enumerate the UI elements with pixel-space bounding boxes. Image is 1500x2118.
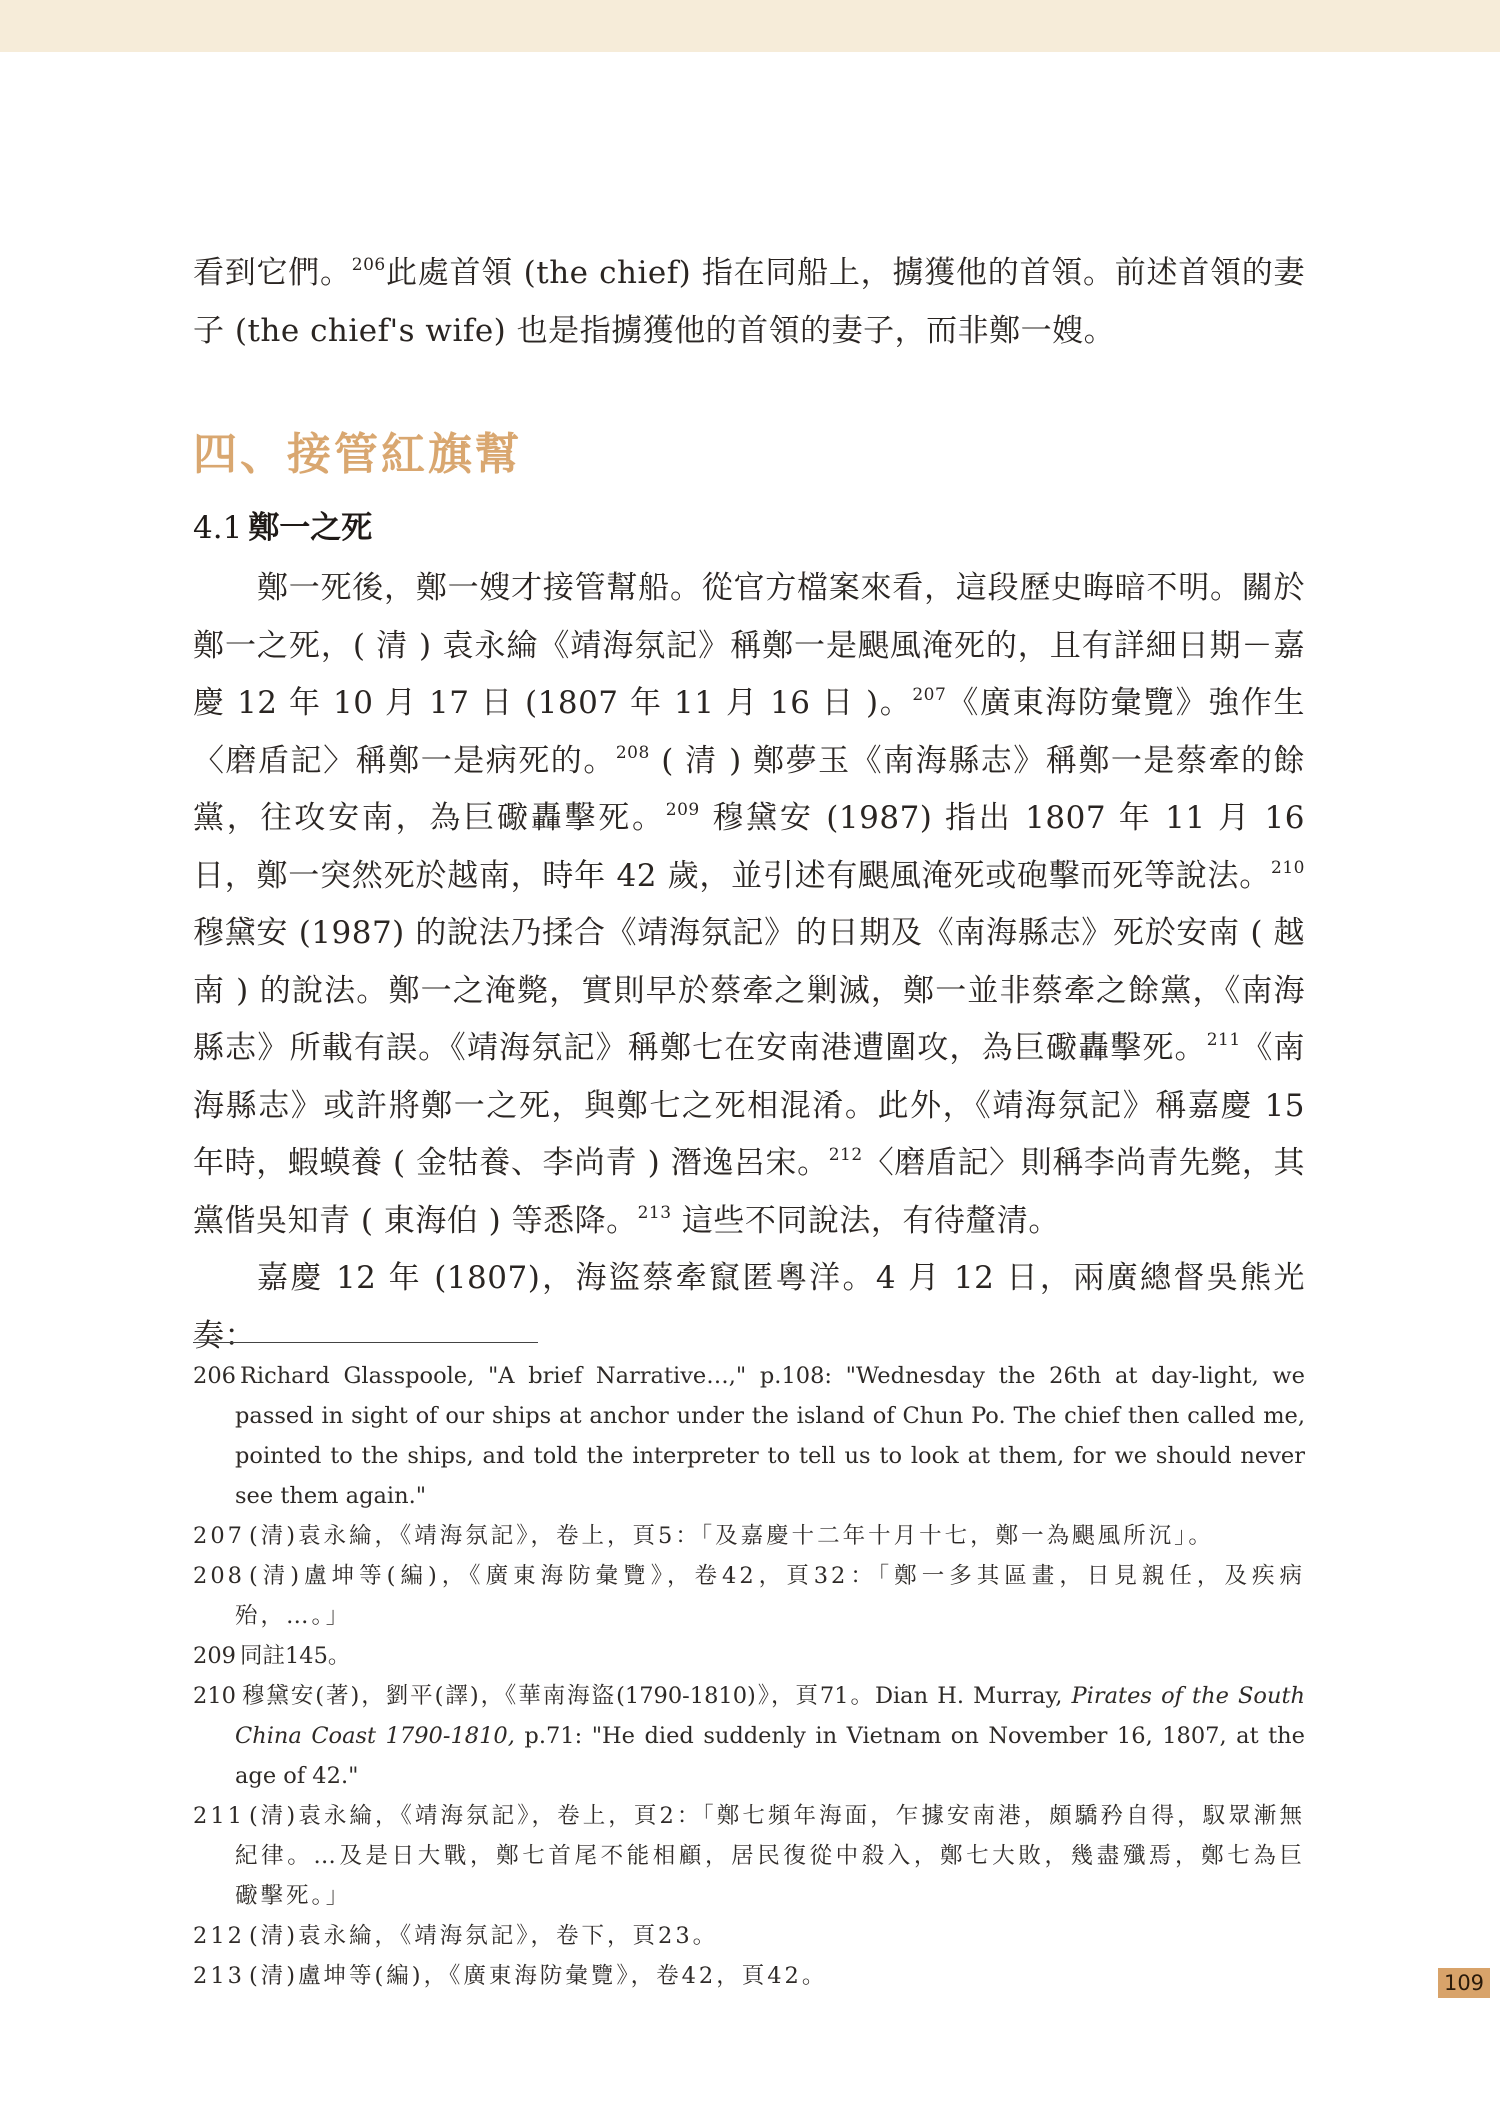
top-header-band — [0, 0, 1500, 52]
footnote-210 — [193, 1676, 1305, 1796]
footnote-211 — [193, 1796, 1305, 1916]
footnote-ref-206[interactable]: 206 — [351, 255, 386, 275]
footnote-209 — [193, 1636, 1305, 1676]
body-text-segment: ( 清 ) 鄭夢玉《南海縣志》稱鄭一是蔡牽的餘黨，往攻安南，為巨礮轟擊死。 — [193, 742, 1305, 836]
footnote-ref-213[interactable]: 213 — [637, 1202, 672, 1223]
footnote-208 — [193, 1556, 1305, 1636]
footnote-number: 207 — [193, 1523, 245, 1549]
body-text-segment: 《南海縣志》或許將鄭一之死，與鄭七之死相混淆。此外，《靖海氛記》稱嘉慶 15 年時，蝦蟆養 ( 金牯養、李尚青 ) 潛逸呂宋。 — [193, 1030, 1305, 1181]
footnote-ref-211[interactable]: 211 — [1206, 1030, 1241, 1050]
footnote-ref-207[interactable]: 207 — [912, 685, 947, 705]
body-paragraph-1 — [193, 560, 1305, 1250]
footnote-text: Richard Glasspoole, "A brief Narrative…," p.108: "Wednesday the 26th at day-light, we passed in sight of our ships at anchor under the island of Chun Po. The chief then called me, pointed to the ships, and told the interpreter to tell us to look at them, for we should never see them again." — [235, 1363, 1305, 1509]
footnote-ref-210[interactable]: 210 — [1271, 857, 1305, 878]
footnote-213 — [193, 1956, 1305, 1996]
footnote-text: (清)袁永綸，《靖海氛記》，卷上，頁5：「及嘉慶十二年十月十七，鄭一為颶風所沉」。 — [248, 1523, 1214, 1549]
footnote-212 — [193, 1916, 1305, 1956]
footnote-number: 209 — [193, 1643, 236, 1669]
footnote-number: 210 — [193, 1683, 236, 1709]
footnote-text: (清)盧坤等(編)，《廣東海防彙覽》，卷42，頁32：「鄭一多其區畫，日見親任，及疾病殆，…。」 — [235, 1563, 1305, 1629]
footnote-ref-209[interactable]: 209 — [665, 800, 700, 820]
body-text-segment: 穆黛安 (1987) 的說法乃揉合《靖海氛記》的日期及《南海縣志》死於安南 ( 越南 ) 的說法。鄭一之淹斃，實則早於蔡牽之剿滅，鄭一並非蔡牽之餘黨，《南海縣志》所載有誤。《靖海氛記》稱鄭七在安南港遭圍攻，為巨礮轟擊死。 — [193, 915, 1305, 1066]
footnote-divider — [193, 1342, 538, 1343]
body-text-segment: 〈磨盾記〉則稱李尚青先斃，其黨偕吳知青 ( 東海伯 ) 等悉降。 — [193, 1145, 1305, 1239]
subsection-title: 鄭一之死 — [248, 510, 373, 546]
footnote-number: 206 — [193, 1363, 236, 1389]
footnote-text: 穆黛安(著)，劉平(譯)，《華南海盜(1790-1810)》，頁71。Dian H. Murray, — [239, 1683, 1072, 1709]
footnote-text: 同註145。 — [239, 1643, 351, 1669]
footnotes-list — [193, 1356, 1305, 1996]
footnote-207 — [193, 1516, 1305, 1556]
footnote-text: p.71: "He died suddenly in Vietnam on November 16, 1807, at the age of 42." — [235, 1723, 1305, 1789]
body-text-segment: 鄭一死後，鄭一嫂才接管幫船。從官方檔案來看，這段歷史晦暗不明。關於鄭一之死，( 清 ) 袁永綸《靖海氛記》稱鄭一是颶風淹死的，且有詳細日期－嘉慶 12 年 10 月 17 日 (1807 年 11 月 16 日 )。 — [193, 570, 1305, 721]
body-paragraph-2: 嘉慶 12 年 (1807)，海盜蔡牽竄匿粵洋。4 月 12 日，兩廣總督吳熊光奏： — [193, 1260, 1305, 1354]
subsection-number: 4.1 — [193, 510, 243, 546]
footnote-number: 213 — [193, 1963, 245, 1989]
continuation-paragraph — [193, 245, 1305, 360]
continuation-text-2: 此處首領 (the chief) 指在同船上，擄獲他的首領。前述首領的妻子 (the chief's wife) 也是指擄獲他的首領的妻子，而非鄭一嫂。 — [193, 255, 1306, 349]
body-text — [193, 560, 1305, 1365]
continuation-text-1: 看到它們。 — [193, 255, 352, 291]
subsection-heading — [193, 502, 372, 547]
body-text-segment: 這些不同說法，有待釐清。 — [671, 1202, 1060, 1239]
footnote-206 — [193, 1356, 1305, 1516]
footnote-number: 212 — [193, 1923, 245, 1949]
footnote-ref-208[interactable]: 208 — [615, 742, 650, 763]
section-heading: 四、接管紅旗幫 — [193, 429, 522, 480]
body-text-segment: 穆黛安 (1987) 指出 1807 年 11 月 16 日，鄭一突然死於越南，時年 42 歲，並引述有颶風淹死或砲擊而死等說法。 — [193, 800, 1306, 894]
footnote-number: 208 — [193, 1563, 245, 1589]
footnote-book-title: Pirates of the South China Coast 1790-1810, — [235, 1683, 1306, 1749]
footnote-text: (清)盧坤等(編)，《廣東海防彙覽》，卷42，頁42。 — [248, 1963, 828, 1989]
page-number: 109 — [1438, 1968, 1490, 1998]
footnote-text: (清)袁永綸，《靖海氛記》，卷上，頁2：「鄭七頻年海面，乍據安南港，頗驕矜自得，馭眾漸無紀律。…及是日大戰，鄭七首尾不能相顧，居民復從中殺入，鄭七大敗，幾盡殲焉，鄭七為巨礮擊死。」 — [235, 1803, 1305, 1909]
body-text-segment: 《廣東海防彙覽》強作生〈磨盾記〉稱鄭一是病死的。 — [193, 685, 1306, 779]
footnote-number: 211 — [193, 1803, 245, 1829]
footnote-ref-212[interactable]: 212 — [828, 1145, 863, 1165]
footnote-text: (清)袁永綸，《靖海氛記》，卷下，頁23。 — [248, 1923, 719, 1949]
